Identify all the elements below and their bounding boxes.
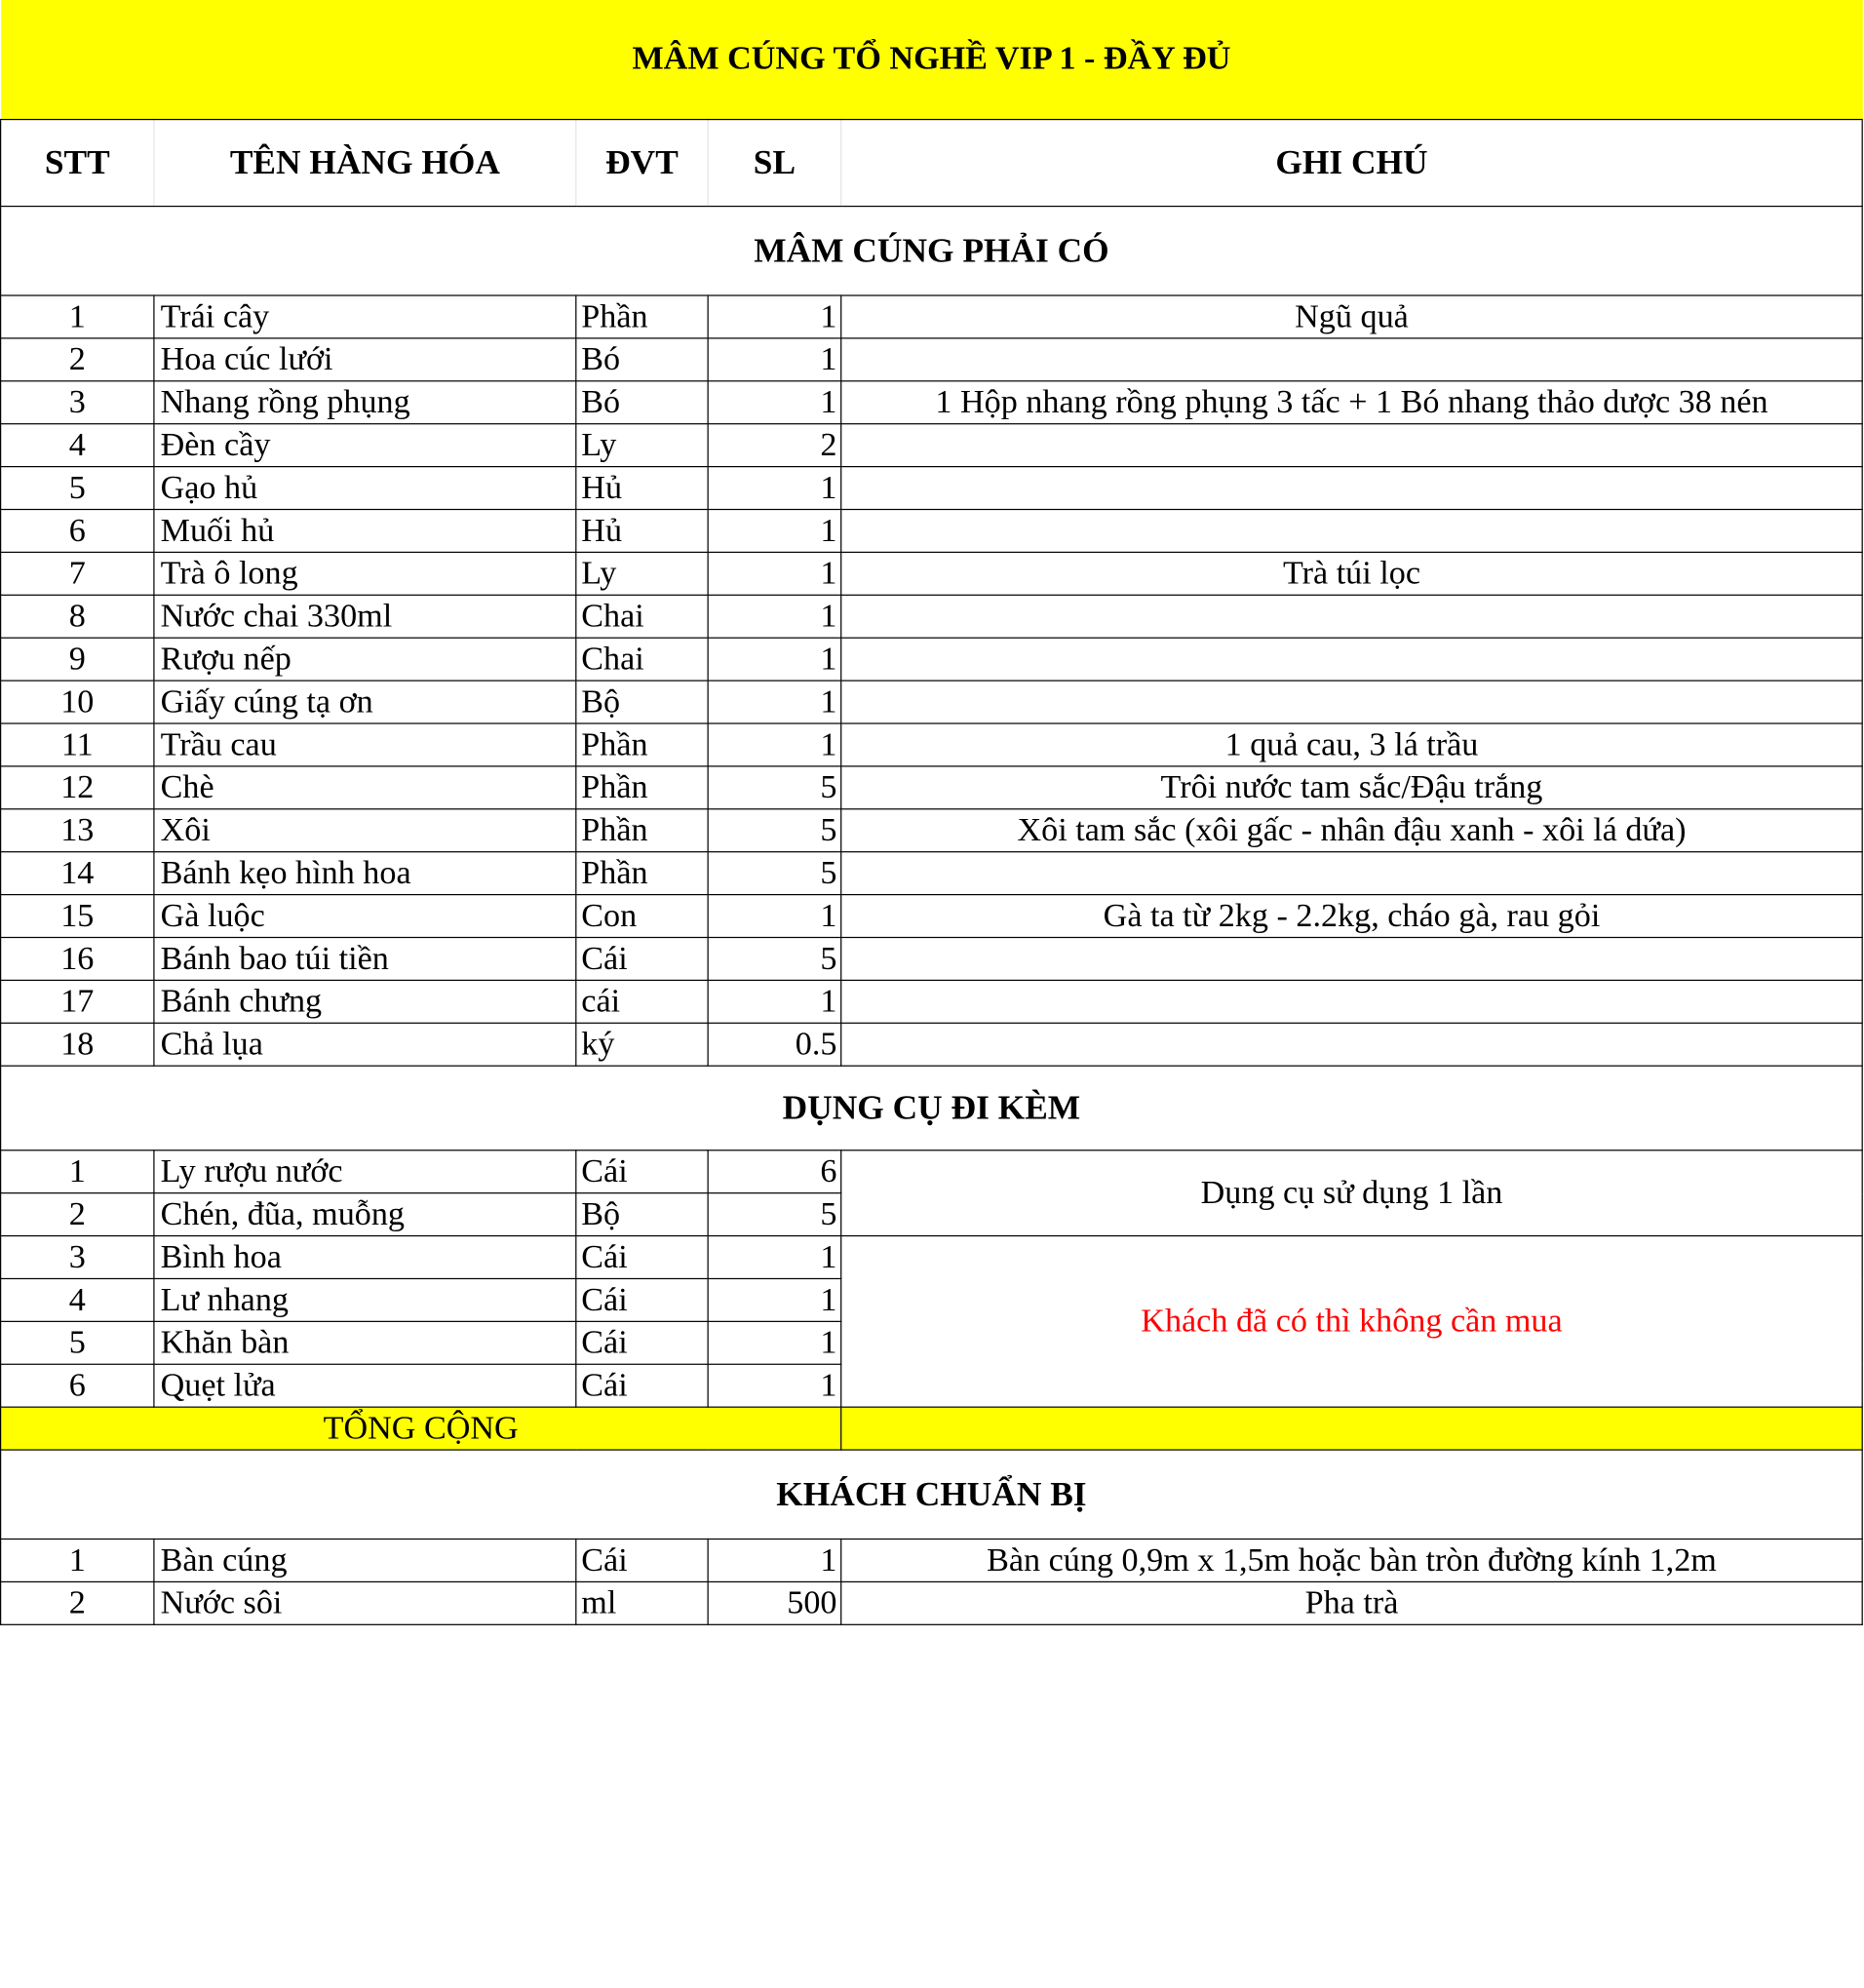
- cell-note[interactable]: Xôi tam sắc (xôi gấc - nhân đậu xanh - xôi lá dứa): [841, 809, 1863, 852]
- table-row: [1, 980, 1863, 1023]
- table-row: [1, 1023, 1863, 1066]
- cell-unit[interactable]: Ly: [576, 552, 708, 595]
- section-title[interactable]: KHÁCH CHUẨN BỊ: [1, 1450, 1863, 1539]
- cell-name[interactable]: Nước sôi: [154, 1581, 576, 1624]
- cell-note[interactable]: [841, 638, 1863, 681]
- cell-note[interactable]: Ngũ quả: [841, 295, 1863, 338]
- cell-unit[interactable]: Cái: [576, 1321, 708, 1364]
- table-row: [1, 1150, 1863, 1193]
- cell-stt[interactable]: 18: [1, 1023, 154, 1066]
- table-row: [1, 809, 1863, 852]
- cell-name[interactable]: Bình hoa: [154, 1236, 576, 1279]
- cell-note[interactable]: 1 quả cau, 3 lá trầu: [841, 723, 1863, 766]
- cell-unit[interactable]: Chai: [576, 638, 708, 681]
- cell-stt[interactable]: 7: [1, 552, 154, 595]
- cell-unit[interactable]: Hủ: [576, 510, 708, 553]
- cell-name[interactable]: Rượu nếp: [154, 638, 576, 681]
- cell-qty[interactable]: 5: [708, 809, 841, 852]
- cell-name[interactable]: Bánh bao túi tiền: [154, 937, 576, 980]
- cell-unit[interactable]: Cái: [576, 937, 708, 980]
- cell-unit[interactable]: Cái: [576, 1278, 708, 1321]
- cell-name[interactable]: Bánh kẹo hình hoa: [154, 852, 576, 895]
- cell-note[interactable]: [841, 980, 1863, 1023]
- cell-name[interactable]: Giấy cúng tạ ơn: [154, 681, 576, 723]
- table-row: [1, 552, 1863, 595]
- cell-name[interactable]: Trầu cau: [154, 723, 576, 766]
- table-row: [1, 295, 1863, 338]
- cell-unit[interactable]: Bó: [576, 381, 708, 424]
- table-row: [1, 937, 1863, 980]
- table-row: [1, 595, 1863, 638]
- cell-qty[interactable]: 1: [708, 295, 841, 338]
- cell-name[interactable]: Trái cây: [154, 295, 576, 338]
- cell-stt[interactable]: 12: [1, 766, 154, 809]
- cell-note[interactable]: Pha trà: [841, 1581, 1863, 1624]
- table-row: [1, 1236, 1863, 1279]
- cell-qty[interactable]: 5: [708, 852, 841, 895]
- cell-note-merged[interactable]: Dụng cụ sử dụng 1 lần: [841, 1150, 1863, 1236]
- cell-note[interactable]: Trôi nước tam sắc/Đậu trắng: [841, 766, 1863, 809]
- section-row-required: [1, 207, 1863, 295]
- cell-qty[interactable]: 1: [708, 1321, 841, 1364]
- table-row: [1, 681, 1863, 723]
- table-row: [1, 852, 1863, 895]
- cell-note[interactable]: [841, 595, 1863, 638]
- cell-stt[interactable]: 14: [1, 852, 154, 895]
- cell-note[interactable]: [841, 467, 1863, 510]
- header-note[interactable]: GHI CHÚ: [841, 120, 1863, 207]
- cell-stt[interactable]: 2: [1, 1193, 154, 1236]
- section-title[interactable]: DỤNG CỤ ĐI KÈM: [1, 1066, 1863, 1150]
- section-row-tools: [1, 1066, 1863, 1150]
- cell-qty[interactable]: 1: [708, 1278, 841, 1321]
- cell-unit[interactable]: Bó: [576, 338, 708, 381]
- cell-stt[interactable]: 1: [1, 1540, 154, 1582]
- cell-stt[interactable]: 17: [1, 980, 154, 1023]
- cell-note[interactable]: [841, 937, 1863, 980]
- title-row: [1, 0, 1863, 120]
- cell-unit[interactable]: Phần: [576, 295, 708, 338]
- table-row: [1, 766, 1863, 809]
- cell-unit[interactable]: Con: [576, 895, 708, 938]
- cell-name[interactable]: Ly rượu nước: [154, 1150, 576, 1193]
- cell-name[interactable]: Nước chai 330ml: [154, 595, 576, 638]
- cell-qty[interactable]: 1: [708, 552, 841, 595]
- cell-stt[interactable]: 5: [1, 1321, 154, 1364]
- cell-unit[interactable]: Phần: [576, 766, 708, 809]
- cell-stt[interactable]: 11: [1, 723, 154, 766]
- cell-qty[interactable]: 500: [708, 1581, 841, 1624]
- cell-qty[interactable]: 1: [708, 1540, 841, 1582]
- section-row-customer: [1, 1450, 1863, 1539]
- total-value[interactable]: [841, 1407, 1863, 1450]
- cell-qty[interactable]: 5: [708, 1193, 841, 1236]
- cell-unit[interactable]: Cái: [576, 1364, 708, 1407]
- cell-unit[interactable]: Cái: [576, 1150, 708, 1193]
- table-row: [1, 1540, 1863, 1582]
- cell-stt[interactable]: 1: [1, 1150, 154, 1193]
- cell-name[interactable]: Xôi: [154, 809, 576, 852]
- cell-note-warning[interactable]: Khách đã có thì không cần mua: [841, 1236, 1863, 1408]
- cell-stt[interactable]: 9: [1, 638, 154, 681]
- cell-qty[interactable]: 1: [708, 510, 841, 553]
- cell-stt[interactable]: 2: [1, 338, 154, 381]
- cell-unit[interactable]: Chai: [576, 595, 708, 638]
- cell-unit[interactable]: Phần: [576, 852, 708, 895]
- cell-unit[interactable]: Cái: [576, 1540, 708, 1582]
- table-row: [1, 638, 1863, 681]
- cell-stt[interactable]: 10: [1, 681, 154, 723]
- cell-note[interactable]: [841, 852, 1863, 895]
- cell-qty[interactable]: 1: [708, 895, 841, 938]
- cell-unit[interactable]: Bộ: [576, 1193, 708, 1236]
- table-row: [1, 723, 1863, 766]
- cell-stt[interactable]: 15: [1, 895, 154, 938]
- cell-name[interactable]: Gà luộc: [154, 895, 576, 938]
- total-row: [1, 1407, 1863, 1450]
- cell-stt[interactable]: 1: [1, 295, 154, 338]
- cell-name[interactable]: Trà ô long: [154, 552, 576, 595]
- cell-qty[interactable]: 1: [708, 595, 841, 638]
- header-qty[interactable]: SL: [708, 120, 841, 207]
- cell-qty[interactable]: 5: [708, 766, 841, 809]
- cell-stt[interactable]: 4: [1, 424, 154, 467]
- cell-note[interactable]: [841, 1023, 1863, 1066]
- cell-stt[interactable]: 4: [1, 1278, 154, 1321]
- cell-unit[interactable]: ml: [576, 1581, 708, 1624]
- cell-qty[interactable]: 1: [708, 723, 841, 766]
- cell-note[interactable]: [841, 510, 1863, 553]
- cell-unit[interactable]: Cái: [576, 1236, 708, 1279]
- cell-name[interactable]: Bánh chưng: [154, 980, 576, 1023]
- table-row: [1, 510, 1863, 553]
- cell-unit[interactable]: Phần: [576, 809, 708, 852]
- cell-stt[interactable]: 3: [1, 1236, 154, 1279]
- cell-name[interactable]: Đèn cầy: [154, 424, 576, 467]
- cell-name[interactable]: Khăn bàn: [154, 1321, 576, 1364]
- cell-qty[interactable]: 6: [708, 1150, 841, 1193]
- cell-note[interactable]: Trà túi lọc: [841, 552, 1863, 595]
- cell-stt[interactable]: 2: [1, 1581, 154, 1624]
- cell-name[interactable]: Nhang rồng phụng: [154, 381, 576, 424]
- header-name[interactable]: TÊN HÀNG HÓA: [154, 120, 576, 207]
- cell-qty[interactable]: 2: [708, 424, 841, 467]
- cell-unit[interactable]: cái: [576, 980, 708, 1023]
- cell-stt[interactable]: 6: [1, 510, 154, 553]
- cell-stt[interactable]: 16: [1, 937, 154, 980]
- cell-unit[interactable]: Hủ: [576, 467, 708, 510]
- header-stt[interactable]: STT: [1, 120, 154, 207]
- cell-stt[interactable]: 3: [1, 381, 154, 424]
- cell-name[interactable]: Lư nhang: [154, 1278, 576, 1321]
- table-row: [1, 424, 1863, 467]
- cell-qty[interactable]: 1: [708, 681, 841, 723]
- cell-name[interactable]: Bàn cúng: [154, 1540, 576, 1582]
- cell-qty[interactable]: 5: [708, 937, 841, 980]
- cell-name[interactable]: Chén, đũa, muỗng: [154, 1193, 576, 1236]
- cell-stt[interactable]: 6: [1, 1364, 154, 1407]
- cell-qty[interactable]: 1: [708, 467, 841, 510]
- total-label[interactable]: TỔNG CỘNG: [1, 1407, 841, 1450]
- cell-unit[interactable]: Ly: [576, 424, 708, 467]
- section-title[interactable]: MÂM CÚNG PHẢI CÓ: [1, 207, 1863, 295]
- cell-name[interactable]: Gạo hủ: [154, 467, 576, 510]
- table-row: [1, 338, 1863, 381]
- table-row: [1, 895, 1863, 938]
- sheet-title[interactable]: MÂM CÚNG TỔ NGHỀ VIP 1 - ĐẦY ĐỦ: [1, 0, 1863, 120]
- cell-qty[interactable]: 1: [708, 338, 841, 381]
- cell-unit[interactable]: ký: [576, 1023, 708, 1066]
- cell-stt[interactable]: 13: [1, 809, 154, 852]
- cell-stt[interactable]: 8: [1, 595, 154, 638]
- cell-name[interactable]: Quẹt lửa: [154, 1364, 576, 1407]
- cell-name[interactable]: Chè: [154, 766, 576, 809]
- cell-note[interactable]: Gà ta từ 2kg - 2.2kg, cháo gà, rau gỏi: [841, 895, 1863, 938]
- table-row: [1, 381, 1863, 424]
- cell-name[interactable]: Hoa cúc lưới: [154, 338, 576, 381]
- cell-qty[interactable]: 1: [708, 1236, 841, 1279]
- cell-note[interactable]: 1 Hộp nhang rồng phụng 3 tấc + 1 Bó nhang thảo dược 38 nén: [841, 381, 1863, 424]
- cell-qty[interactable]: 1: [708, 1364, 841, 1407]
- cell-note[interactable]: [841, 338, 1863, 381]
- cell-name[interactable]: Muối hủ: [154, 510, 576, 553]
- table-row: [1, 1581, 1863, 1624]
- cell-unit[interactable]: Phần: [576, 723, 708, 766]
- cell-qty[interactable]: 1: [708, 980, 841, 1023]
- cell-qty[interactable]: 1: [708, 638, 841, 681]
- header-row: [1, 120, 1863, 207]
- header-unit[interactable]: ĐVT: [576, 120, 708, 207]
- cell-name[interactable]: Chả lụa: [154, 1023, 576, 1066]
- cell-note[interactable]: [841, 681, 1863, 723]
- table-row: [1, 467, 1863, 510]
- cell-note[interactable]: [841, 424, 1863, 467]
- cell-stt[interactable]: 5: [1, 467, 154, 510]
- cell-qty[interactable]: 0.5: [708, 1023, 841, 1066]
- cell-note[interactable]: Bàn cúng 0,9m x 1,5m hoặc bàn tròn đường kính 1,2m: [841, 1540, 1863, 1582]
- cell-unit[interactable]: Bộ: [576, 681, 708, 723]
- cell-qty[interactable]: 1: [708, 381, 841, 424]
